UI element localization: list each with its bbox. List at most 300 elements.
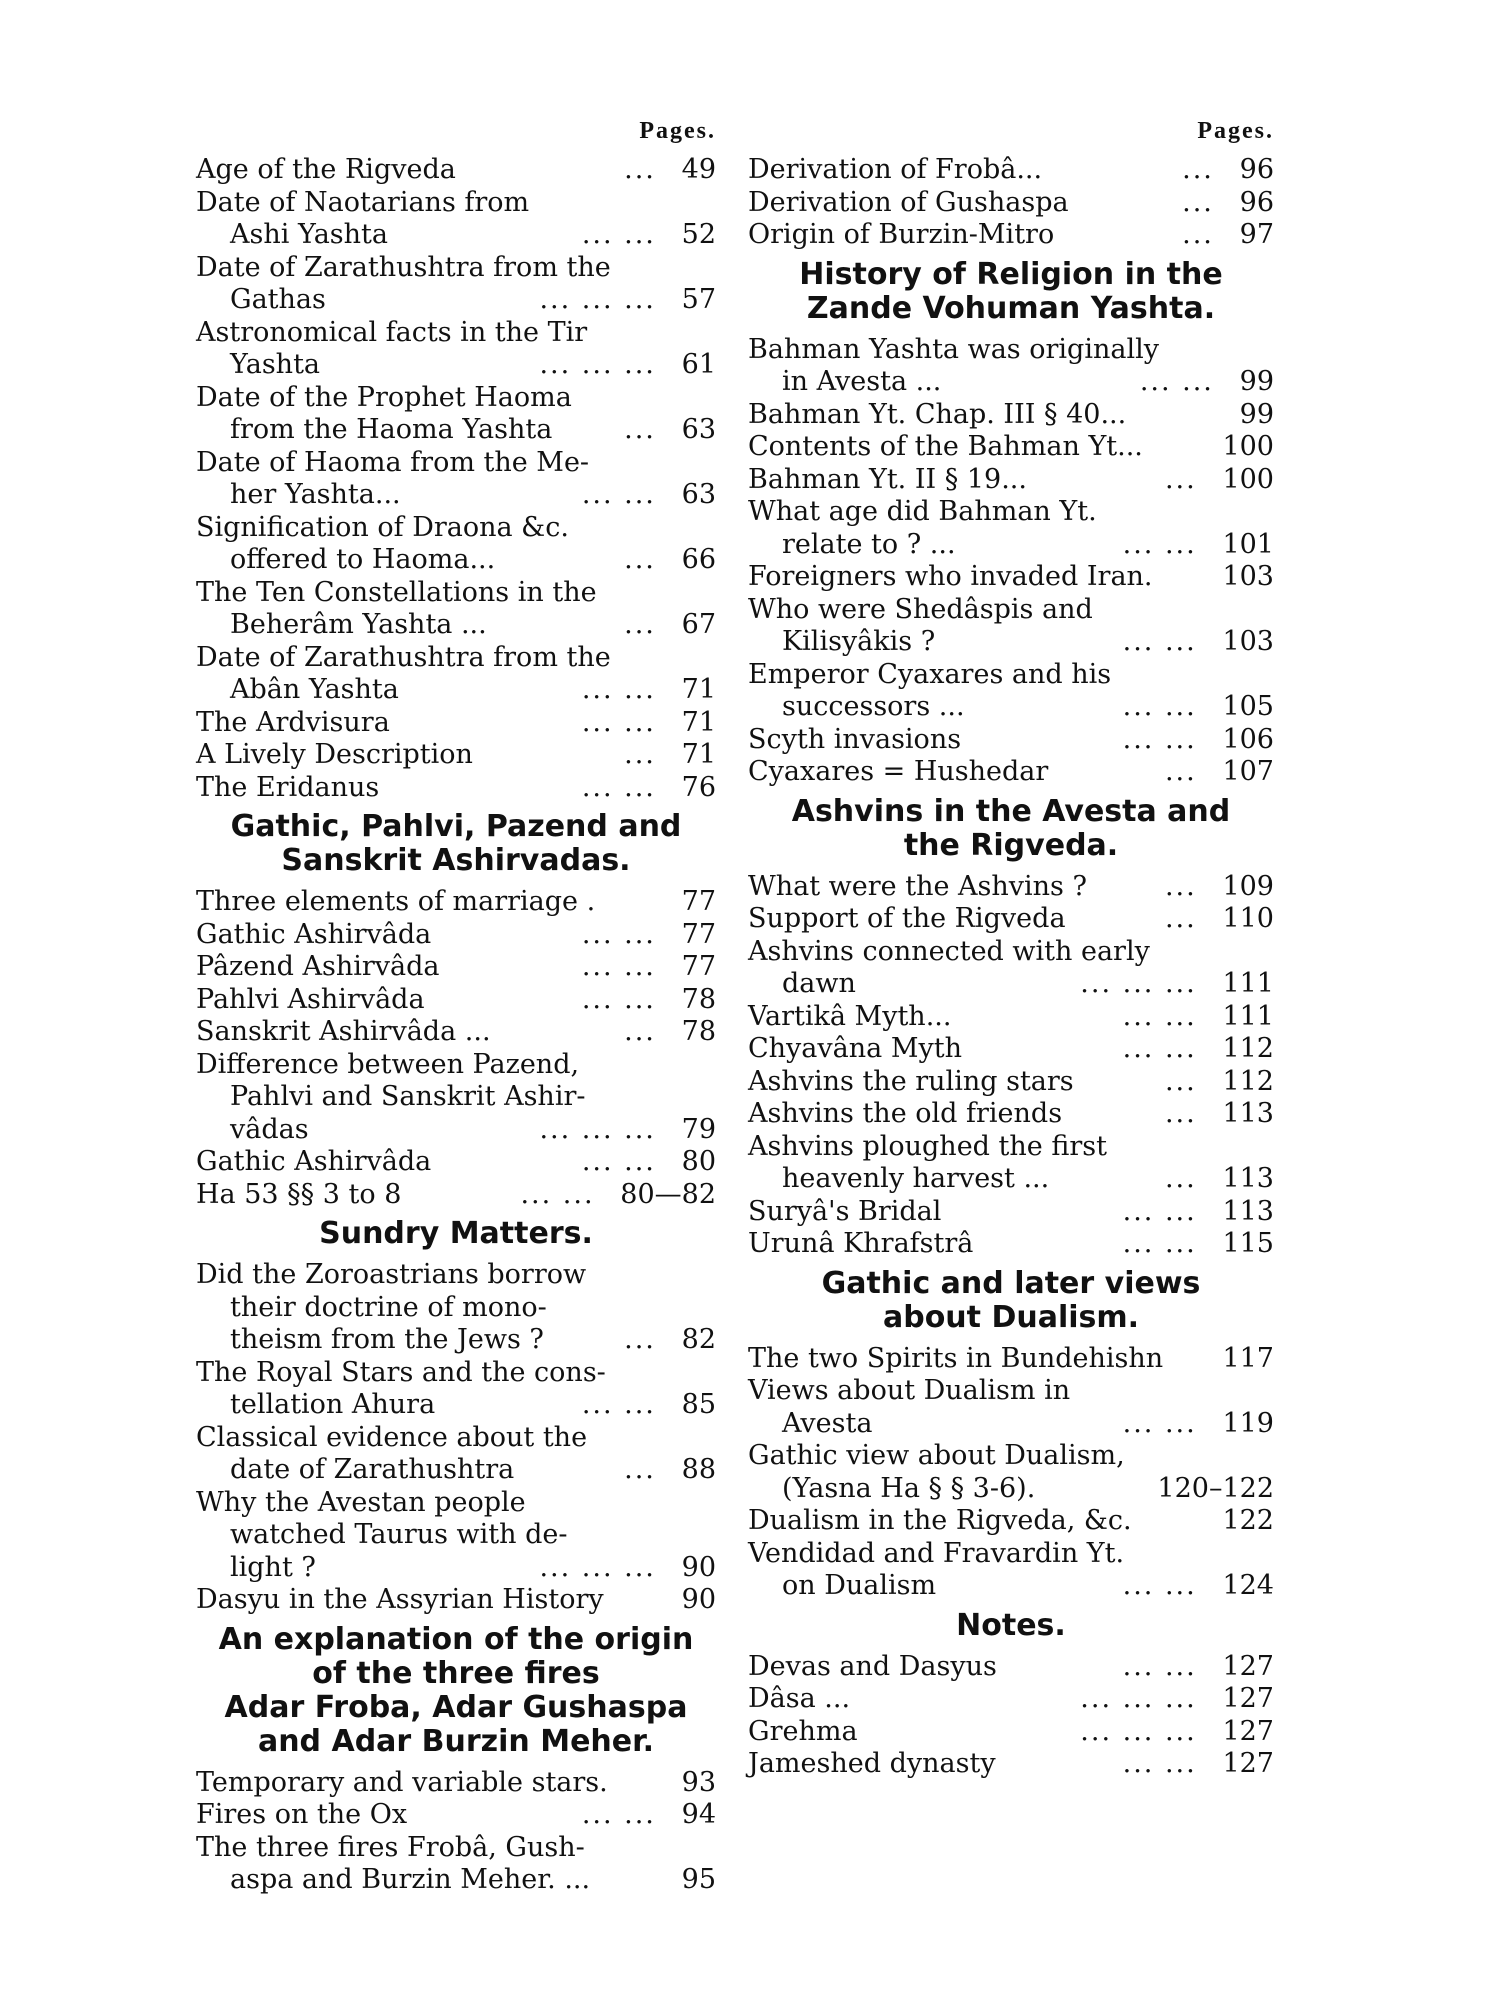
page-number-cell [682,1864,716,1897]
page-number-cell [582,1146,716,1179]
leader-dots: ... [1164,756,1197,787]
leader-dots: ... [1164,1098,1197,1129]
pages-label: Pages. [1197,118,1274,144]
page-number-cell [1080,1683,1274,1716]
heading-line: Sundry Matters. [319,1216,593,1251]
page-number-cell [682,1584,716,1617]
entry-title-line: offered to Haoma... [230,544,496,575]
toc-entry[interactable] [196,1832,716,1897]
page-number-cell [1123,1196,1274,1229]
entry-title-line: Avesta [782,1407,873,1439]
entry-title-line: Bahman Yashta was originally [748,333,1159,365]
entry-title-line: Who were Shedâspis and [748,593,1093,625]
page-number: 71 [681,739,716,770]
page-number-cell [624,414,716,447]
page-number-cell [1165,1066,1274,1099]
page-number: 77 [681,951,716,982]
leader-dots: ... [1164,463,1197,495]
leader-dots: ... ... [1122,1407,1197,1439]
page-number: 107 [1222,756,1274,787]
entry-title-line: The Ten Constellations in the [196,576,597,608]
entry-title-line: Suryâ's Bridal [748,1195,942,1227]
entries-group [196,886,716,1211]
leader-dots: ... ... [1122,723,1197,755]
page-number-cell [539,349,716,382]
page-number: 97 [1239,219,1274,250]
page-number: 122 [1222,1505,1274,1536]
page-number-cell [1222,431,1274,464]
page-number: 105 [1222,691,1274,722]
page-number: 67 [681,609,716,640]
leader-dots: ... [1182,219,1214,250]
toc-entry[interactable] [748,1066,1274,1099]
leader-dots: ... [1182,186,1214,218]
left-column [196,108,716,1897]
page-number-cell [1080,968,1274,1001]
entries-group [748,154,1274,252]
toc-entry[interactable] [196,1179,716,1212]
entry-title-line: relate to ? ... [782,528,956,560]
leader-dots: ... [1182,154,1214,185]
leader-dots: ... ... [581,674,656,705]
toc-entry[interactable] [748,1505,1274,1538]
page-number: 113 [1222,1195,1274,1227]
toc-entry[interactable] [748,1131,1274,1196]
toc-entry[interactable] [748,659,1274,724]
page-number: 120–122 [1157,1472,1274,1504]
section-heading [748,258,1274,326]
page-number: 63 [681,479,716,510]
page-number: 99 [1239,398,1274,430]
page-number: 71 [681,674,716,705]
entry-title-line: Derivation of Frobâ... [748,154,1043,185]
pages-label: Pages. [639,118,716,144]
leader-dots: ... [1164,1065,1197,1097]
toc-entry[interactable] [748,936,1274,1001]
entry-title-line: Did the Zoroastrians borrow [196,1259,587,1290]
entry-title-line: Jameshed dynasty [748,1748,996,1779]
page-number-cell [582,772,716,805]
entries-group [196,1259,716,1617]
page-number: 90 [681,1551,716,1583]
entry-title-line: Vendidad and Fravardin Yt. [748,1537,1125,1569]
entry-title-line: Date of Naotarians from [196,186,530,218]
toc-entry[interactable] [196,1767,716,1800]
leader-dots: ... ... ... [1080,968,1197,999]
toc-entry[interactable] [196,1016,716,1049]
page-number: 77 [681,918,716,950]
page-number-cell [1123,1408,1274,1441]
page-number-cell [624,1016,716,1049]
entry-title-line: Age of the Rigveda [196,154,456,185]
page-number-cell [1123,1651,1274,1684]
entry-title-line: The Ardvisura [196,706,390,738]
toc-entry[interactable] [196,1487,716,1585]
page-number-cell [1165,1163,1274,1196]
toc-entry[interactable] [196,512,716,577]
toc-entry[interactable] [748,219,1274,252]
toc-entry[interactable] [748,724,1274,757]
heading-line: Ashvins in the Avesta and [791,793,1231,829]
page-number-cell [1080,1716,1274,1749]
toc-entry[interactable] [748,871,1274,904]
page-number: 115 [1222,1228,1274,1259]
page-number-cell [1222,1505,1274,1538]
page-number-cell [582,1799,716,1832]
page-number-cell [1123,1228,1274,1261]
toc-entry[interactable] [196,772,716,805]
page-number: 79 [681,1113,716,1145]
entry-title-line: from the Haoma Yashta [230,414,553,445]
entry-title-line: Origin of Burzin-Mitro [748,219,1055,250]
page-number: 95 [681,1864,716,1895]
page-number-cell [582,219,716,252]
toc-entry[interactable] [196,1422,716,1487]
toc-entry[interactable] [196,1259,716,1357]
leader-dots: ... [624,739,656,770]
entry-title-line: What age did Bahman Yt. [748,496,1097,527]
page-number: 80 [681,1146,716,1177]
toc-entry[interactable] [748,594,1274,659]
toc-entry[interactable] [748,1343,1274,1376]
entries-group [196,1767,716,1897]
page-number: 52 [681,219,716,250]
page-number-cell [582,674,716,707]
toc-entry[interactable] [196,447,716,512]
page-number: 101 [1222,528,1274,560]
toc-entry[interactable] [196,886,716,919]
toc-entry[interactable] [748,903,1274,936]
section-heading [196,1217,716,1251]
page-number: 113 [1222,1098,1274,1129]
leader-dots: ... ... [1122,691,1197,722]
page-number: 77 [681,886,716,917]
leader-dots: ... ... [1122,1748,1197,1779]
toc-entry[interactable] [748,496,1274,561]
leader-dots: ... ... [581,771,656,803]
heading-line: Adar Froba, Adar Gushaspa [224,1689,688,1725]
page-number: 94 [681,1799,716,1830]
page-number-cell [624,739,716,772]
page-number-cell [624,1324,716,1357]
entry-title-line: Foreigners who invaded Iran. [748,561,1153,592]
leader-dots: ... ... ... [539,1551,656,1583]
page-number: 63 [681,414,716,445]
entries-group [196,154,716,804]
toc-entry[interactable] [748,1716,1274,1749]
toc-entry[interactable] [196,919,716,952]
entry-title-line: Vartikâ Myth... [748,1000,952,1032]
heading-line: Gathic and later views [821,1265,1201,1301]
entry-title-line: Ashvins ploughed the first [748,1130,1107,1162]
toc-entry[interactable] [748,1748,1274,1781]
leader-dots: ... ... [520,1178,595,1210]
page-number: 76 [681,771,716,803]
page-number-cell [1123,691,1274,724]
page-number: 49 [681,154,716,185]
page-number-cell [624,154,716,187]
page-number-cell [1165,871,1274,904]
section-heading [748,1267,1274,1335]
toc-entry[interactable] [748,756,1274,789]
heading-line: History of Religion in the [799,256,1223,292]
toc-entry[interactable] [748,1375,1274,1440]
page-number-cell [1123,529,1274,562]
entry-title-line: Emperor Cyaxares and his [748,658,1112,690]
entry-title-line: Chyavâna Myth [748,1033,962,1064]
leader-dots: ... [1164,870,1197,902]
page-number-cell [1165,756,1274,789]
leader-dots: ... [624,154,656,185]
entry-title-line: Gathas [230,284,326,315]
toc-entry[interactable] [196,252,716,317]
leader-dots: ... ... [581,1146,656,1177]
page-number-cell [539,284,716,317]
page-number: 100 [1222,431,1274,462]
toc-entry[interactable] [196,187,716,252]
entry-title-line: Astronomical facts in the Tir [196,316,588,348]
entry-title-line: their doctrine of mono- [230,1291,547,1323]
entries-group [748,1651,1274,1781]
entry-title-line: Ashvins connected with early [748,935,1150,967]
leader-dots: ... ... [581,219,656,250]
page-number: 57 [681,284,716,315]
page-number: 96 [1239,186,1274,218]
toc-entry[interactable] [196,984,716,1017]
entry-title-line: Scyth invasions [748,723,962,755]
toc-entry[interactable] [196,739,716,772]
entry-title-line: Abân Yashta [230,674,399,705]
section-heading [748,1609,1274,1643]
entry-title-line: Ha 53 §§ 3 to 8 [196,1178,402,1210]
entry-title-line: Contents of the Bahman Yt... [748,431,1143,462]
entries-group [748,1343,1274,1603]
toc-entry[interactable] [748,1196,1274,1229]
entry-title-line: her Yashta... [230,479,401,510]
page-number-cell [1157,1473,1274,1506]
section-heading [748,795,1274,863]
entry-title-line: The Royal Stars and the cons- [196,1356,606,1388]
leader-dots: ... [624,609,656,640]
entry-title-line: watched Taurus with de- [230,1519,568,1550]
page-number-cell [1165,1098,1274,1131]
entry-title-line: Date of Haoma from the Me- [196,446,590,478]
leader-dots: ... [624,544,656,575]
entry-title-line: Beherâm Yashta ... [230,609,487,640]
page-number: 103 [1222,626,1274,657]
toc-entry[interactable] [748,1440,1274,1505]
page-number-cell [1182,219,1274,252]
page-number: 127 [1222,1650,1274,1682]
page-number-cell [1182,154,1274,187]
page-number: 80—82 [620,1178,716,1210]
heading-line: the Rigveda. [903,827,1119,863]
entry-title-line: Date of the Prophet Haoma [196,381,572,413]
page-number-cell [1123,626,1274,659]
leader-dots: ... ... ... [1080,1683,1197,1714]
entry-title-line: aspa and Burzin Meher. ... [230,1864,591,1895]
toc-entry[interactable] [196,1357,716,1422]
toc-entry[interactable] [748,1683,1274,1716]
toc-entry[interactable] [748,561,1274,594]
entry-title-line: Gathic Ashirvâda [196,1146,432,1177]
page-number: 78 [681,1016,716,1047]
page-number: 106 [1222,723,1274,755]
entry-title-line: Dasyu in the Assyrian History [196,1584,604,1615]
page-number-cell [682,886,716,919]
toc-entry[interactable] [748,1098,1274,1131]
entry-title-line: Ashi Yashta [230,219,388,250]
page-number-cell [539,1552,716,1585]
toc-entry[interactable] [196,317,716,382]
leader-dots: ... ... [581,918,656,950]
entry-title-line: Signification of Draona &c. [196,511,569,543]
page-number-cell [1182,187,1274,220]
page-number: 111 [1222,968,1274,999]
page-number: 103 [1222,561,1274,592]
entries-group [748,871,1274,1261]
page-number-cell [1165,464,1274,497]
page-number: 127 [1222,1748,1274,1779]
page-number-cell [1222,561,1274,594]
leader-dots: ... [1164,1163,1197,1194]
toc-entry[interactable] [196,642,716,707]
page-number-cell [624,544,716,577]
leader-dots: ... ... [1122,626,1197,657]
page-number: 61 [681,349,716,380]
entry-title-line: Date of Zarathushtra from the [196,641,611,673]
entry-title-line: Three elements of marriage . [196,886,596,917]
entry-title-line: vâdas [230,1113,309,1145]
entry-title-line: The three fires Frobâ, Gush- [196,1831,585,1863]
entry-title-line: Bahman Yt. Chap. III § 40... [748,398,1127,430]
leader-dots: ... ... [581,951,656,982]
page-number: 71 [681,706,716,738]
page-number: 111 [1222,1000,1274,1032]
toc-entry[interactable] [748,431,1274,464]
entry-title-line: Classical evidence about the [196,1421,588,1453]
entry-title-line: Fires on the Ox [196,1799,408,1830]
toc-entry[interactable] [748,399,1274,432]
entry-title-line: Dâsa ... [748,1683,851,1714]
entry-title-line: Sanskrit Ashirvâda ... [196,1016,491,1047]
toc-entry[interactable] [196,382,716,447]
entry-title-line: Cyaxares = Hushedar [748,756,1049,787]
page-number-cell [624,609,716,642]
page-number-cell [1240,399,1274,432]
page-number-cell [1123,1748,1274,1781]
page-number-cell [624,1454,716,1487]
page-number-cell [1123,1001,1274,1034]
toc-entry[interactable] [748,1651,1274,1684]
leader-dots: ... [624,414,656,445]
page-number: 127 [1222,1683,1274,1714]
toc-entry[interactable] [748,154,1274,187]
page-number-cell [582,479,716,512]
page-number: 90 [681,1584,716,1615]
right-column [748,108,1274,1781]
entry-title-line: Gathic Ashirvâda [196,918,432,950]
page-number: 117 [1222,1342,1274,1374]
entry-title-line: in Avesta ... [782,366,942,397]
leader-dots: ... ... [581,706,656,738]
leader-dots: ... ... [1139,366,1214,397]
page-number: 85 [681,1389,716,1420]
toc-entry[interactable] [196,951,716,984]
heading-line: Gathic, Pahlvi, Pazend and [230,809,682,844]
toc-entry[interactable] [748,1001,1274,1034]
page-number: 113 [1222,1163,1274,1194]
toc-entry[interactable] [748,334,1274,399]
entry-title-line: Date of Zarathushtra from the [196,251,611,283]
leader-dots: ... [1164,903,1197,934]
leader-dots: ... [624,1016,656,1047]
toc-entry[interactable] [196,707,716,740]
toc-entry[interactable] [748,1228,1274,1261]
toc-entry[interactable] [196,1799,716,1832]
entry-title-line: Gathic view about Dualism, [748,1440,1125,1471]
page-number: 66 [681,544,716,575]
leader-dots: ... ... [1122,528,1197,560]
toc-entry[interactable] [196,154,716,187]
section-heading [196,810,716,878]
toc-entry[interactable] [748,1538,1274,1603]
page-number: 99 [1239,366,1274,397]
entry-title-line: Urunâ Khrafstrâ [748,1228,974,1259]
entry-title-line: theism from the Jews ? [230,1324,544,1355]
leader-dots: ... ... [581,1799,656,1830]
page-number: 88 [681,1454,716,1485]
heading-line: of the three fires [312,1655,600,1691]
leader-dots: ... ... [1122,1000,1197,1032]
leader-dots: ... ... [1122,1228,1197,1259]
leader-dots: ... ... [581,479,656,510]
entry-title-line: Why the Avestan people [196,1486,526,1518]
leader-dots: ... ... [581,983,656,1015]
page-number-cell [1123,1033,1274,1066]
toc-entry[interactable] [196,1584,716,1617]
toc-entry[interactable] [196,1049,716,1147]
page-number-cell [582,919,716,952]
toc-entry[interactable] [748,187,1274,220]
entries-group [748,334,1274,789]
entry-title-line: heavenly harvest ... [782,1163,1050,1194]
heading-line: Notes. [956,1607,1066,1643]
leader-dots: ... ... [1122,1570,1197,1601]
leader-dots: ... ... [1122,1195,1197,1227]
entry-title-line: Kilisyâkis ? [782,626,936,657]
page-number-cell [1123,1570,1274,1603]
page-number-cell [520,1179,716,1212]
heading-line: An explanation of the origin [218,1621,694,1657]
entry-title-line: Ashvins the ruling stars [748,1065,1074,1097]
page-number: 119 [1222,1407,1274,1439]
entry-title-line: (Yasna Ha § § 3-6). [782,1472,1036,1504]
entry-title-line: date of Zarathushtra [230,1454,515,1485]
entry-title-line: successors ... [782,691,965,722]
toc-entry[interactable] [196,577,716,642]
toc-entry[interactable] [748,464,1274,497]
leader-dots: ... ... ... [539,284,656,315]
heading-line: Zande Vohuman Yashta. [806,290,1216,326]
toc-entry[interactable] [748,1033,1274,1066]
page-number-cell [1222,1343,1274,1376]
leader-dots: ... [624,1454,656,1485]
heading-line: Sanskrit Ashirvadas. [281,843,631,878]
entry-title-line: Yashta [230,349,321,380]
toc-entry[interactable] [196,1146,716,1179]
page-number: 112 [1222,1065,1274,1097]
